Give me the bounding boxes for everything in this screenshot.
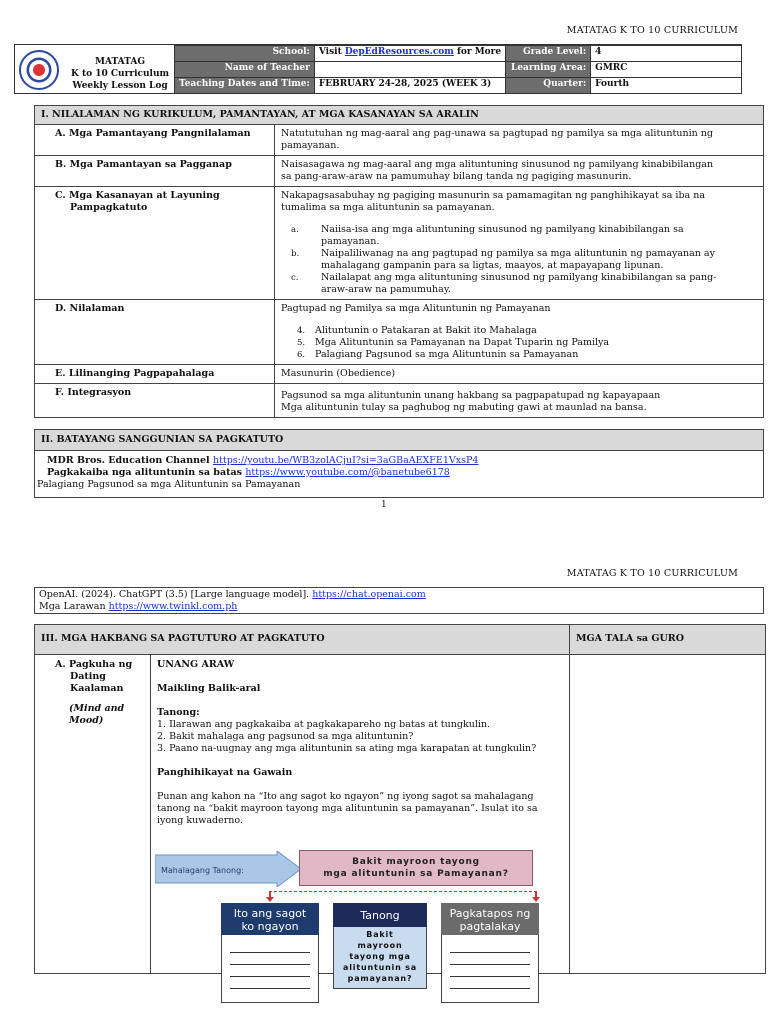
section2-heading: II. BATAYANG SANGGUNIAN SA PAGKATUTO — [35, 430, 763, 451]
answer-lines — [441, 935, 539, 1003]
row-f-label: F. Integrasyon — [35, 384, 275, 418]
quarter-label: Quarter: — [506, 78, 591, 94]
youtube-link-2[interactable]: https://www.youtube.com/@banetube6178 — [245, 467, 450, 478]
row-b-label: B. Mga Pamantayan sa Pagganap — [35, 156, 275, 187]
row-e-text: Masunurin (Obedience) — [275, 365, 764, 384]
curriculum-header: MATATAG K TO 10 CURRICULUM — [566, 25, 738, 36]
mind-mood-note: (Mind and Mood) — [69, 703, 125, 726]
list-item: 4. Alituntunin o Patakaran at Bakit ito Mahalaga — [297, 325, 537, 336]
row-d-text: Pagtupad ng Pamilya sa mga Alituntunin ng Pamayanan 4. Alituntunin o Patakaran at Bakit ito Mahalaga 5. Mga Alituntunin sa Pamayanan na Dapat Tuparin ng Pamilya 6. Palagiang Pagsunod sa mga Alituntunin sa Pamayanan — [275, 300, 764, 365]
question-diagram — [151, 849, 570, 983]
question-item: 3. Paano na-uugnay ang mga alituntunin sa ating mga karapatan at tungkulin? — [157, 743, 537, 754]
row-c-label: C. Mga Kasanayan at Layuning Pampagkatuto — [35, 187, 275, 300]
grade-value: 4 — [591, 46, 742, 62]
area-label: Learning Area: — [506, 62, 591, 78]
day-label: UNANG ARAW — [157, 659, 235, 670]
quarter-value: Fourth — [591, 78, 742, 94]
step-a-label: A. Pagkuha ng Dating Kaalaman (Mind and Mood) — [35, 655, 151, 973]
card-question-body: Bakit mayroon tayong mga alituntunin sa pamayanan? — [333, 927, 427, 989]
reference-line: Mga Larawan https://www.twinkl.com.ph — [39, 601, 238, 612]
arrow-label: Mahalagang Tanong: — [161, 866, 244, 875]
section-procedures — [34, 624, 766, 983]
objectives-list — [291, 224, 757, 296]
reference-line: Palagiang Pagsunod sa mga Alituntunin sa Pamayanan — [37, 479, 301, 490]
row-a-text: Natututuhan ng mag-aaral ang pag-unawa sa pagtupad ng pamilya sa mga alituntunin ng pamayanan. — [275, 125, 764, 156]
logo-text: MATATAG K to 10 Curriculum Weekly Lesson Log — [70, 57, 170, 91]
teacher-label: Name of Teacher — [175, 62, 315, 78]
row-f-text: Pagsunod sa mga alituntunin unang hakbang sa pagpapatupad ng kapayapaan Mga alituntunin tulay sa paghubog ng mabuting gawi at maunlad na bansa. — [275, 384, 764, 418]
row-b-text: Naisasagawa ng mag-aaral ang mga alituntuning sinusunod ng pamilyang kinabibilangan sa pang-araw-araw na pamumuhay bilang tanda ng pagiging masunurin. — [275, 156, 764, 187]
row-a-label: A. Mga Pamantayang Pangnilalaman — [35, 125, 275, 156]
tanong-label: Tanong: — [157, 707, 200, 718]
school-label: School: — [175, 46, 315, 62]
dates-value: FEBRUARY 24-28, 2025 (WEEK 3) — [314, 78, 505, 94]
section-curriculum — [34, 105, 764, 418]
list-item: a. Naiisa-isa ang mga alituntuning sinusunod ng pamilyang kinabibilangan sa pamayanan. — [291, 224, 684, 247]
deped-seal-icon — [19, 50, 59, 90]
activity-text: Punan ang kahon na “Ito ang sagot ko ngayon” ng iyong sagot sa mahalagang tanong na “bakit mayroon tayong mga alituntunin sa pamayanan”. Isulat ito sa iyong kuwaderno. — [157, 791, 538, 826]
connector-arrow — [269, 891, 271, 899]
references-continued — [34, 587, 764, 614]
card-question: Tanong Bakit mayroon tayong mga alituntunin sa pamayanan? — [333, 903, 427, 989]
list-item: 6. Palagiang Pagsunod sa mga Alituntunin sa Pamayanan — [297, 349, 579, 360]
row-c-text: Nakapagsasabuhay ng pagiging masunurin sa pamamagitan ng panghihikayat sa iba na tumalima sa mga alituntunin sa pamayanan. a. Naiisa-isa ang mga alituntuning sinusunod ng pamilyang kinabibilangan sa pamayanan. b. Naipaliliwanag na ang pagtupad ng pamilya sa mga alituntunin ng pamayanan ay mahalagang gampanin para sa ligtas, maayos, at mapayapang lipunan. c. Nailalapat ang mga alituntuning sinusunod ng pamilyang kinabibilangan sa pang- araw-araw na pamumuhay. — [275, 187, 764, 300]
teacher-value — [314, 62, 505, 78]
section3-heading: III. MGA HAKBANG SA PAGTUTURO AT PAGKATUTO — [35, 625, 570, 655]
card-current-answer: Ito ang sagot ko ngayon — [221, 903, 319, 1003]
list-item: 5. Mga Alituntunin sa Pamayanan na Dapat Tuparin ng Pamilya — [297, 337, 610, 348]
header-fields — [174, 45, 742, 94]
content-list — [297, 325, 757, 361]
reference-line: MDR Bros. Education Channel https://youtu.be/WB3zolACjuI?si=3aGBaAEXFE1VxsP4 — [47, 455, 479, 466]
activity-title: Panghihikayat na Gawain — [157, 767, 293, 778]
list-item: b. Naipaliliwanag na ang pagtupad ng pamilya sa mga alituntunin ng pamayanan ay mahalagang gampanin para sa ligtas, maayos, at mapayapang lipunan. — [291, 248, 715, 271]
dates-label: Teaching Dates and Time: — [175, 78, 315, 94]
area-value: GMRC — [591, 62, 742, 78]
connector-line — [269, 891, 537, 892]
row-d-label: D. Nilalaman — [35, 300, 275, 365]
essential-question-box: Bakit mayroon tayong mga alituntunin sa Pamayanan? — [299, 850, 533, 886]
youtube-link-1[interactable]: https://youtu.be/WB3zolACjuI?si=3aGBaAEXFE1VxsP4 — [212, 455, 479, 466]
teacher-notes-heading: MGA TALA sa GURO — [570, 625, 765, 655]
twinkl-link[interactable]: https://www.twinkl.com.ph — [108, 601, 238, 612]
question-item: 2. Bakit mahalaga ang pagsunod sa mga alituntunin? — [157, 731, 414, 742]
grade-label: Grade Level: — [506, 46, 591, 62]
curriculum-header-2: MATATAG K TO 10 CURRICULUM — [566, 568, 738, 579]
answer-lines — [221, 935, 319, 1003]
card-after-discussion: Pagkatapos ng pagtalakay — [441, 903, 539, 1003]
section1-heading: I. NILALAMAN NG KURIKULUM, PAMANTAYAN, AT MGA KASANAYAN SA ARALIN — [35, 106, 764, 125]
section-references — [34, 429, 764, 498]
reference-line: OpenAI. (2024). ChatGPT (3.5) [Large language model]. https://chat.openai.com — [39, 589, 426, 600]
row-e-label: E. Lilinanging Pagpapahalaga — [35, 365, 275, 384]
curriculum-table — [34, 105, 764, 418]
openai-link[interactable]: https://chat.openai.com — [312, 589, 426, 600]
school-value: Visit DepEdResources.com for More — [314, 46, 505, 62]
question-item: 1. Ilarawan ang pagkakaiba at pagkakapareho ng batas at tungkulin. — [157, 719, 491, 730]
connector-arrow — [535, 891, 537, 899]
lesson-log-header — [14, 44, 742, 94]
page-number: 1 — [381, 500, 387, 510]
list-item: c. Nailalapat ang mga alituntuning sinusunod ng pamilyang kinabibilangan sa pang- araw-araw na pamumuhay. — [291, 272, 717, 295]
school-link[interactable]: DepEdResources.com — [344, 47, 454, 57]
logo-block — [15, 45, 175, 93]
reference-line: Pagkakaiba nga alituntunin sa batas https://www.youtube.com/@banetube6178 — [47, 467, 450, 478]
review-title: Maikling Balik-aral — [157, 683, 261, 694]
step-a-content — [151, 655, 570, 983]
